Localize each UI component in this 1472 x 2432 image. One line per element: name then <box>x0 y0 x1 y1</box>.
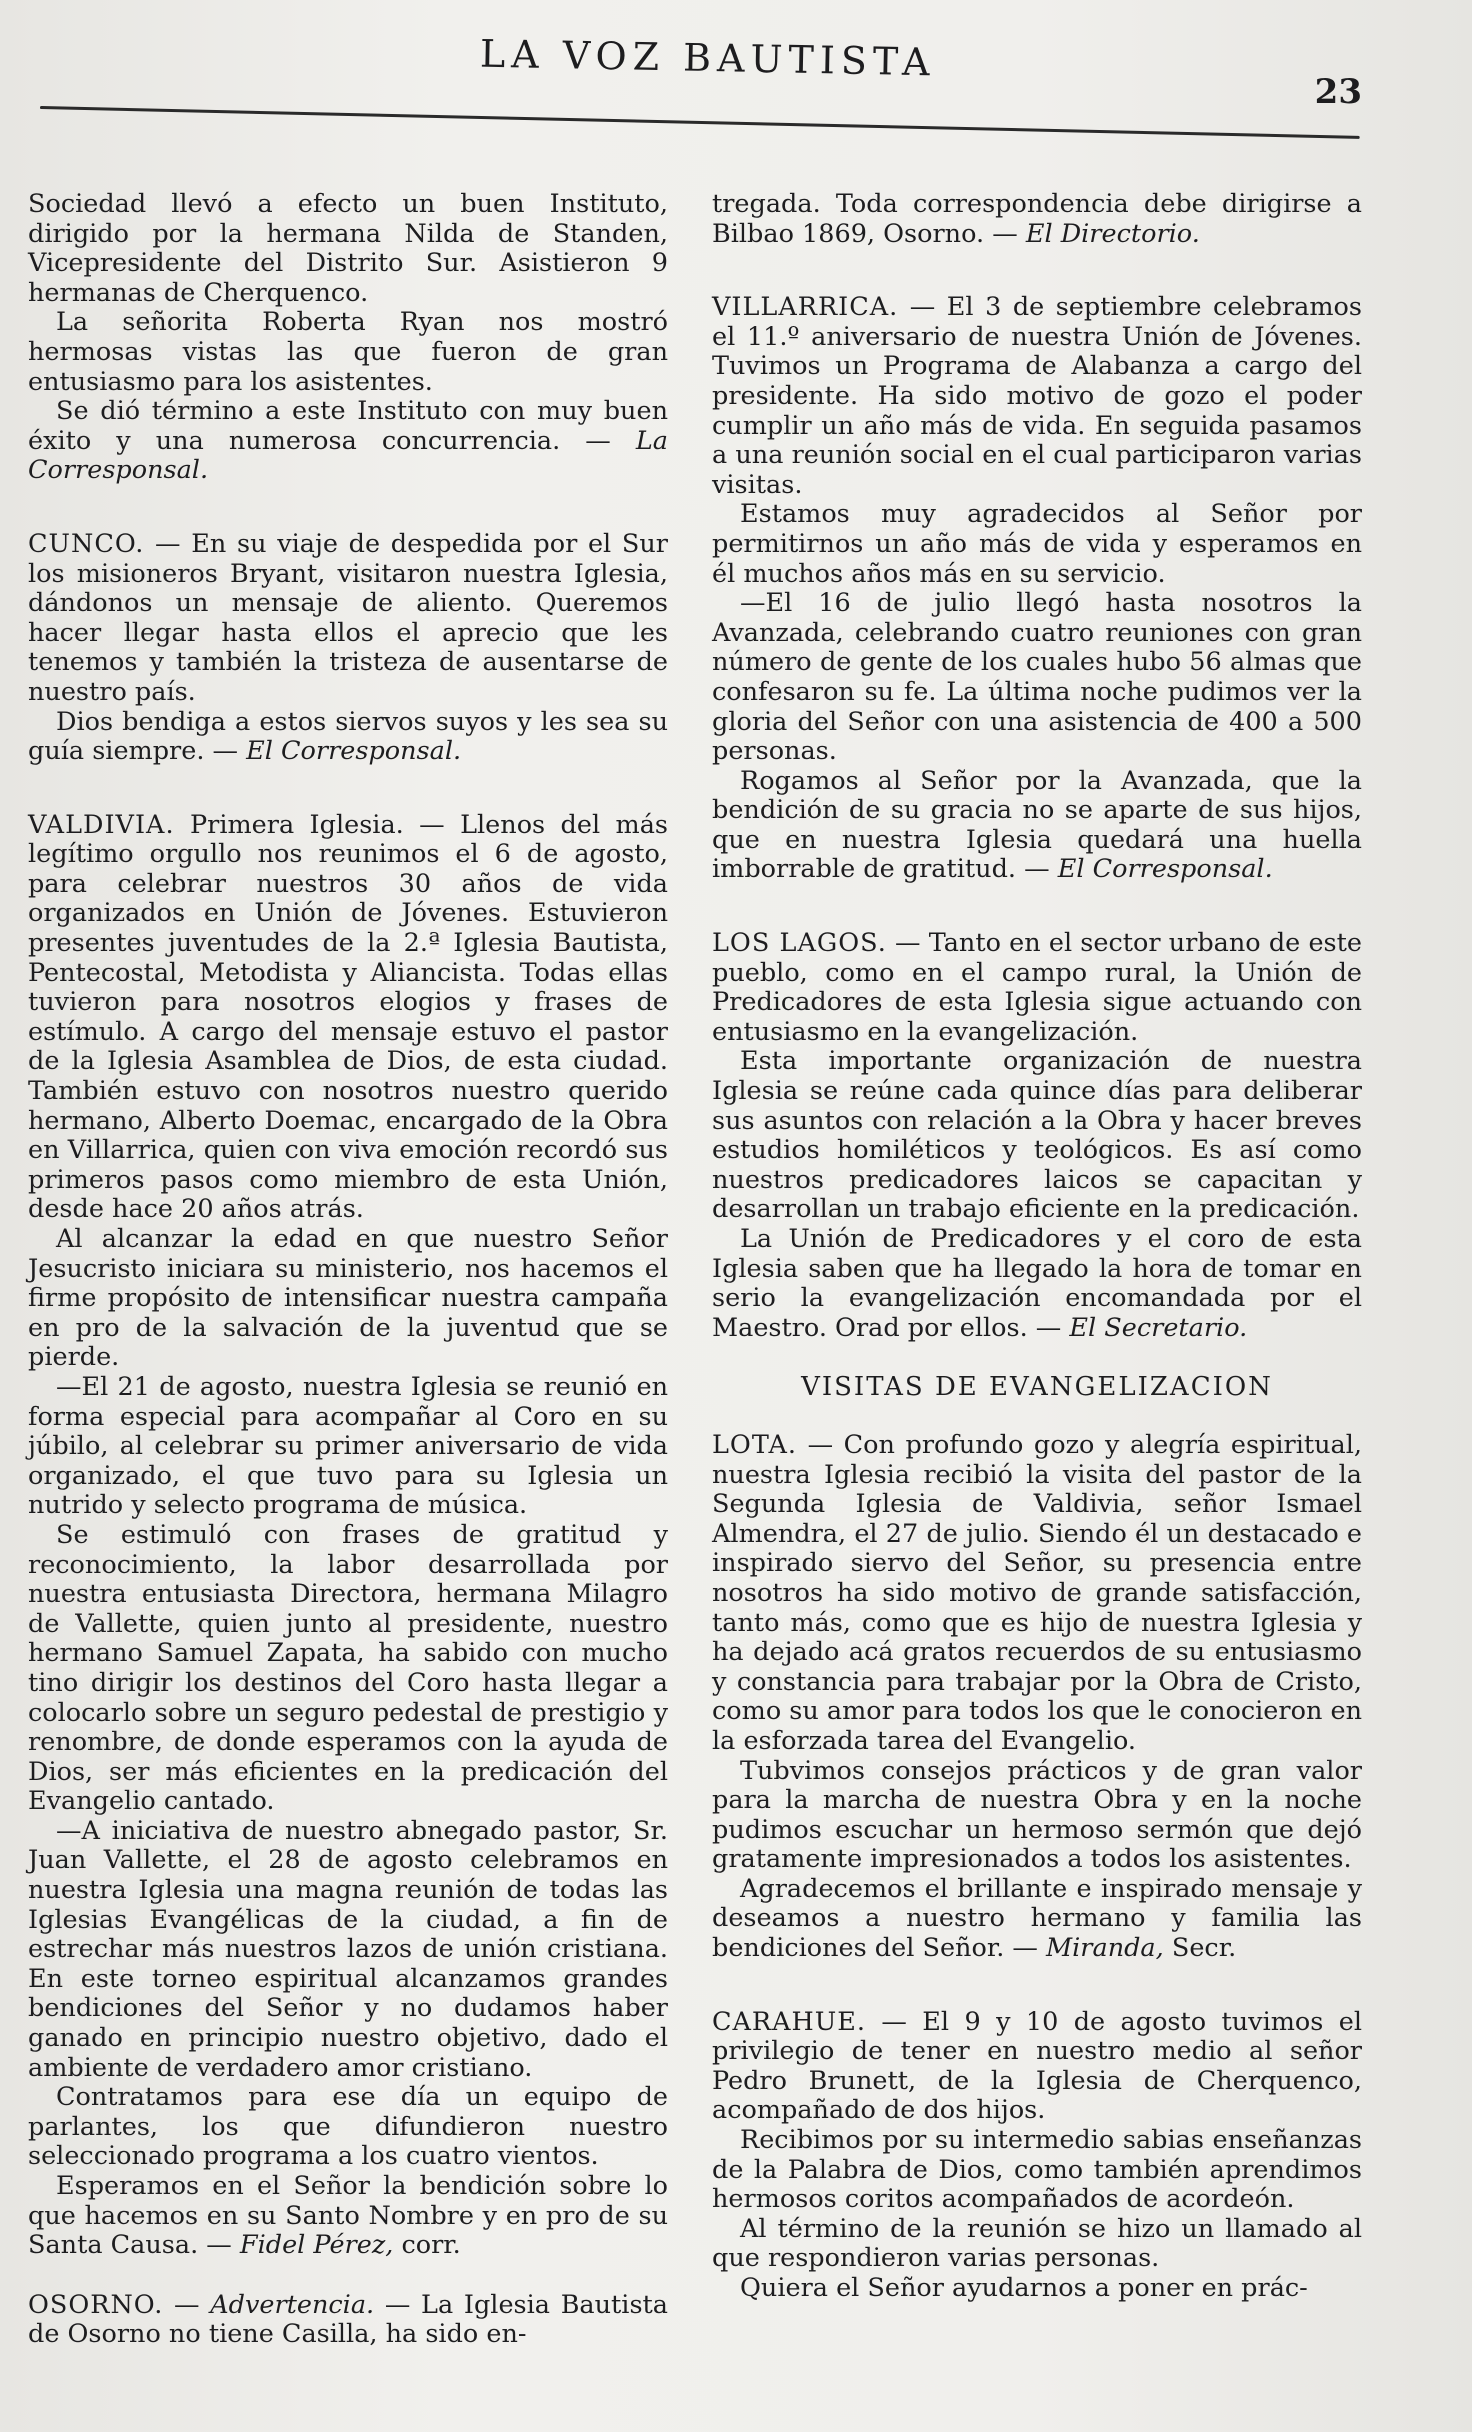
article-paragraph: Se estimuló con frases de gratitud y reconocimiento, la labor desarrollada por nuestra entusiasta Directora, hermana Milagro de Vallette, quien junto al presidente, nuestro hermano Samuel Zapata, ha sabido con mucho tino dirigir los destinos del Coro hasta llegar a colocarlo sobre un seguro pedestal de prestigio y renombre, de donde esperamos con la ayuda de Dios, ser más eficientes en la predicación del Evangelio cantado. <box>28 1519 668 1817</box>
article-paragraph: Tubvimos consejos prácticos y de gran valor para la marcha de nuestra Obra y en la noche pudimos escuchar un hermoso sermón que dejó gratamente impresionados a todos los asistentes. <box>712 1755 1362 1875</box>
page-number: 23 <box>1314 72 1362 112</box>
paragraph-text: Agradecemos el brillante e inspirado mensaje y deseamos a nuestro hermano y familia las bendiciones del Señor. — <box>712 1873 1362 1964</box>
signature: El Directorio. <box>1025 218 1200 249</box>
article-cunco <box>28 530 668 708</box>
paragraph-text: La Unión de Predicadores y el coro de esta Iglesia saben que ha llegado la hora de tomar en serio la evangelización encomandada por el Maestro. Orad por ellos. — <box>712 1224 1362 1343</box>
signature: Miranda, <box>1046 1933 1164 1964</box>
article-osorno <box>28 2291 668 2350</box>
signature: La Corresponsal. <box>28 425 669 486</box>
article-paragraph <box>712 1875 1362 1964</box>
article-carahue <box>712 2008 1362 2126</box>
article-valdivia <box>28 811 668 1225</box>
article-paragraph: Recibimos por su intermedio sabias enseñanzas de la Palabra de Dios, como también aprendimos hermosos coritos acompañados de acordeón. <box>712 2125 1362 2215</box>
article-paragraph: Contratamos para ese día un equipo de parlantes, los que difundieron nuestro seleccionado programa a los cuatro vientos. <box>28 2082 668 2172</box>
signature: El Corresponsal. <box>1057 854 1273 885</box>
article-paragraph: Quiera el Señor ayudarnos a poner en prác- <box>740 2273 1308 2303</box>
signature-role: corr. <box>393 2230 461 2261</box>
article-paragraph <box>28 2172 668 2261</box>
article-paragraph <box>712 1225 1362 1343</box>
paragraph-text: Rogamos al Señor por la Avanzada, que la bendición de su gracia no se aparte de sus hijos, que en nuestra Iglesia quedará una huella imborrable de gratitud. — <box>712 765 1362 885</box>
article-paragraph: —A iniciativa de nuestro abnegado pastor, Sr. Juan Vallette, el 28 de agosto celebramos en nuestra Iglesia una magna reunión de todas las Iglesias Evangélicas de la ciudad, a fin de estrechar más nuestros lazos de unión cristiana. En este torneo espiritual alcanzamos grandes bendiciones del Señor y no dudamos haber ganado en principio nuestro objetivo, dado el ambiente de verdadero amor cristiano. <box>28 1815 668 2083</box>
place-name: LOS LAGOS. <box>712 928 887 959</box>
paragraph-text: Se dió término a este Instituto con muy buen éxito y una numerosa concurrencia. — <box>28 396 668 456</box>
place-name: LOTA. <box>712 1429 797 1460</box>
article-paragraph: Estamos muy agradecidos al Señor por permitirnos un año más de vida y esperamos en él muchos años más en su servicio. <box>712 499 1362 589</box>
header-rule <box>40 106 1360 139</box>
signature-role: Secr. <box>1163 1933 1237 1964</box>
paragraph-text: — En su viaje de despedida por el Sur los misioneros Bryant, visitaron nuestra Iglesia, dándonos un mensaje de aliento. Queremos hacer llegar hasta ellos el aprecio que les tenemos y también la tristeza de ausentarse de nuestro país. <box>28 528 668 707</box>
paragraph-text: — El 9 y 10 de agosto tuvimos el privilegio de tener en nuestro medio al señor Pedro Brunett, de la Iglesia de Cherquenco, acompañado de dos hijos. <box>712 2006 1362 2126</box>
article-paragraph: —El 21 de agosto, nuestra Iglesia se reunió en forma especial para acompañar al Coro en su júbilo, al celebrar su primer aniversario de vida organizado, el que tuvo para su Iglesia un nutrido y selecto programa de música. <box>28 1371 668 1521</box>
signature: Fidel Pérez, <box>239 2230 394 2261</box>
page-header <box>0 0 1472 130</box>
article-paragraph: —El 16 de julio llegó hasta nosotros la Avanzada, celebrando cuatro reuniones con gran número de gente de los cuales hubo 56 almas que confesaron su fe. La última noche pudimos ver la gloria del Señor con una asistencia de 400 a 500 personas. <box>712 588 1362 767</box>
magazine-title: LA VOZ BAUTISTA <box>479 31 937 85</box>
article-lota <box>712 1431 1362 1757</box>
paragraph-text: — El 3 de septiembre celebramos el 11.º aniversario de nuestra Unión de Jóvenes. Tuvimos un Programa de Alabanza a cargo del presidente. Ha sido motivo de gozo el poder cumplir un año más de vida. En seguida pasamos a una reunión social en el cual participaron varias visitas. <box>712 292 1362 500</box>
article-paragraph <box>28 708 668 767</box>
left-column <box>28 190 668 2350</box>
signature: El Corresponsal. <box>246 736 462 767</box>
paragraph-text: — Tanto en el sector urbano de este pueblo, como en el campo rural, la Unión de Predicadores de esta Iglesia sigue actuando con entusiasmo en la evangelización. <box>712 928 1362 1047</box>
place-name: CUNCO. <box>28 528 145 559</box>
article-paragraph: Al término de la reunión se hizo un llamado al que respondieron varias personas. <box>712 2213 1362 2274</box>
dash: — <box>163 2289 211 2320</box>
place-name: CARAHUE. <box>712 2006 866 2037</box>
place-name: VALDIVIA. <box>28 809 175 840</box>
signature: El Secretario. <box>1069 1312 1248 1343</box>
right-column <box>712 190 1362 2304</box>
article-los-lagos <box>712 929 1362 1047</box>
section-heading: VISITAS DE EVANGELIZACION <box>801 1372 1273 1403</box>
paragraph-text: tregada. Toda correspondencia debe dirigirse a Bilbao 1869, Osorno. — <box>712 189 1362 249</box>
place-name: OSORNO. <box>28 2289 164 2320</box>
paragraph-text: Primera Iglesia. — Llenos del más legítimo orgullo nos reunimos el 6 de agosto, para celebrar nuestros 30 años de vida organizados en Unión de Jóvenes. Estuvieron presentes juventudes de la 2.ª Iglesia Bautista, Pentecostal, Metodista y Aliancista. Todas ellas tuvieron para nosotros elogios y frases de estímulo. A cargo del mensaje estuvo el pastor de la Iglesia Asamblea de Dios, de esta ciudad. También estuvo con nosotros nuestro querido hermano, Alberto Doemac, encargado de la Obra en Villarrica, quien con viva emoción recordó sus primeros pasos como miembro de esta Unión, desde hace 20 años atrás. <box>28 809 668 1225</box>
article-paragraph: Sociedad llevó a efecto un buen Instituto, dirigido por la hermana Nilda de Standen, Vicepresidente del Distrito Sur. Asistieron 9 hermanas de Cherquenco. <box>28 189 668 308</box>
article-paragraph <box>712 767 1362 885</box>
article-villarrica <box>712 293 1362 500</box>
paragraph-text: — Con profundo gozo y alegría espiritual, nuestra Iglesia recibió la visita del pastor de la Segunda Iglesia de Valdivia, señor Ismael Almendra, el 27 de julio. Siendo él un destacado e inspirado siervo del Señor, su presencia entre nosotros ha sido motivo de grande satisfacción, tanto más, como que es hijo de nuestra Iglesia y ha dejado acá gratos recuerdos de su entusiasmo y constancia para trabajar por la Obra de Cristo, como su amor para todos los que le conocieron en la esforzada tarea del Evangelio. <box>712 1429 1362 1756</box>
paragraph-text: Esperamos en el Señor la bendición sobre lo que hacemos en su Santo Nombre y en pro de su Santa Causa. — <box>28 2171 668 2261</box>
notice-label: Advertencia. <box>210 2289 375 2320</box>
paragraph-text: Dios bendiga a estos siervos suyos y les sea su guía siempre. — <box>28 706 668 767</box>
paragraph-text: — La Iglesia Bautista de Osorno no tiene Casilla, ha sido en- <box>28 2289 668 2350</box>
article-paragraph: Esta importante organización de nuestra Iglesia se reúne cada quince días para deliberar sus asuntos con relación a la Obra y hacer breves estudios homiléticos y teológicos. Es así como nuestros predicadores laicos se capacitan y desarrollan un trabajo eficiente en la predicación. <box>712 1046 1362 1225</box>
article-paragraph <box>28 397 668 486</box>
article-paragraph: La señorita Roberta Ryan nos mostró hermosas vistas las que fueron de gran entusiasmo para los asistentes. <box>28 307 668 397</box>
article-paragraph <box>712 190 1362 249</box>
article-paragraph: Al alcanzar la edad en que nuestro Señor Jesucristo iniciara su ministerio, nos hacemos el firme propósito de intensificar nuestra campaña en pro de la salvación de la juventud que se pierde. <box>28 1224 668 1373</box>
place-name: VILLARRICA. <box>712 292 899 323</box>
